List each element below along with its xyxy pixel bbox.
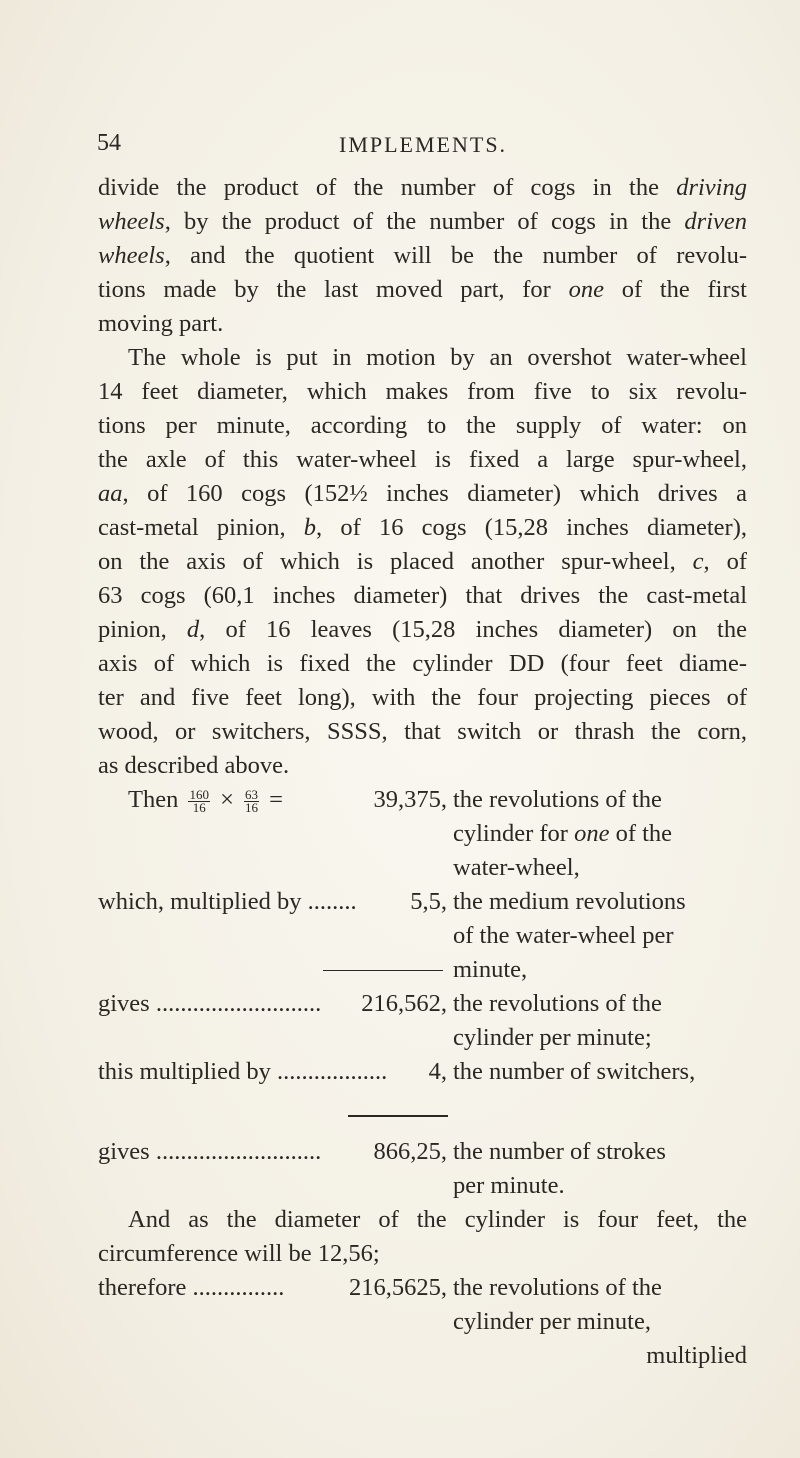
calc-desc: water-wheel,	[453, 854, 580, 881]
fraction-160-16	[188, 786, 210, 815]
frac-num: 160	[189, 786, 209, 802]
calc-row-4	[98, 1055, 747, 1089]
calc-row-5	[98, 1135, 747, 1169]
calc-desc: the medium revolutions	[453, 888, 686, 915]
calc-label: gives ...........................	[98, 990, 322, 1017]
calc-row-1b	[98, 817, 747, 851]
text-line: as described above.	[98, 752, 290, 779]
calc-value: 216,562,	[361, 990, 447, 1017]
text-line: the axle of this water-wheel is fixed a large spur-wheel,	[98, 446, 747, 473]
text-line: moving part.	[98, 310, 224, 337]
page-header	[97, 130, 747, 170]
calc2-row-3	[98, 1339, 747, 1373]
calc-label: therefore ...............	[98, 1274, 285, 1301]
calc-desc: the revolutions of the	[453, 786, 662, 813]
text-line: cast-metal pinion, b, of 16 cogs (15,28 inches diameter),	[98, 514, 747, 541]
text-line: pinion, d, of 16 leaves (15,28 inches diameter) on the	[98, 616, 747, 643]
text-line: aa, of 160 cogs (152½ inches diameter) which drives a	[98, 480, 747, 507]
frac-den: 16	[245, 799, 259, 815]
calc-row-5b	[98, 1169, 747, 1203]
calc-label: gives ...........................	[98, 1138, 322, 1165]
calc-value: 5,5,	[410, 888, 447, 915]
frac-num: 63	[245, 786, 259, 802]
text-line: 63 cogs (60,1 inches diameter) that drives the cast-metal	[98, 582, 747, 609]
calc-desc: the number of strokes	[453, 1138, 666, 1165]
text-line: axis of which is fixed the cylinder DD (four feet diame-	[98, 650, 747, 677]
text-line: divide the product of the number of cogs in the driving	[98, 174, 747, 201]
calc-desc: cylinder per minute,	[453, 1308, 651, 1335]
calc-row-1c	[98, 851, 747, 885]
sum-rule	[348, 1115, 448, 1117]
calc-row-3b	[98, 1021, 747, 1055]
text-line: wheels, by the product of the number of cogs in the driven	[98, 208, 747, 235]
calc-value: 866,25,	[373, 1138, 447, 1165]
calc-desc: of the water-wheel per	[453, 922, 674, 949]
text-line: wood, or switchers, SSSS, that switch or thrash the corn,	[98, 718, 747, 745]
then-label: Then	[128, 786, 179, 813]
frac-den: 16	[192, 799, 206, 815]
text-line: ter and five feet long), with the four projecting pieces of	[98, 684, 747, 711]
calc-label: this multiplied by ..................	[98, 1058, 388, 1085]
calc-row-2	[98, 885, 747, 919]
calc-desc: cylinder for one of the	[453, 820, 673, 847]
calc2-row-1	[98, 1271, 747, 1305]
calc-desc: the revolutions of the	[453, 990, 662, 1017]
text-line: wheels, and the quotient will be the number of revolu-	[98, 242, 747, 269]
page-number: 54	[97, 130, 121, 156]
catchword: multiplied	[646, 1342, 747, 1369]
text-line: tions made by the last moved part, for one of the first	[98, 276, 747, 303]
text-line: on the axis of which is placed another spur-wheel, c, of	[98, 548, 747, 575]
text-line: circumference will be 12,56;	[98, 1240, 380, 1267]
calc-desc: cylinder per minute;	[453, 1024, 652, 1051]
fraction-63-16	[244, 786, 259, 815]
calc-row-2b	[98, 919, 747, 953]
calc-row-3	[98, 987, 747, 1021]
calc-row-2c	[98, 953, 747, 987]
text-line: 14 feet diameter, which makes from five to six revolu-	[98, 378, 747, 405]
calc-label: which, multiplied by ........	[98, 888, 357, 915]
calc-desc: the number of switchers,	[453, 1058, 696, 1085]
running-title: IMPLEMENTS.	[339, 132, 508, 157]
calc-value: 39,375,	[373, 786, 447, 813]
calc-desc: per minute.	[453, 1172, 565, 1199]
calc-value: 4,	[428, 1058, 447, 1085]
calc-value: 216,5625,	[349, 1274, 447, 1301]
calc-desc: the revolutions of the	[453, 1274, 662, 1301]
text-line: tions per minute, according to the supply of water: on	[98, 412, 747, 439]
calc2-row-2	[98, 1305, 747, 1339]
calc-desc: minute,	[453, 956, 528, 983]
times-sign: ×	[220, 786, 234, 813]
calc-then	[128, 783, 283, 817]
text-line: And as the diameter of the cylinder is four feet, the	[128, 1206, 747, 1233]
calc-row-1	[98, 783, 747, 817]
text-line: The whole is put in motion by an overshot water-wheel	[128, 344, 747, 371]
equals-sign: =	[269, 786, 283, 813]
